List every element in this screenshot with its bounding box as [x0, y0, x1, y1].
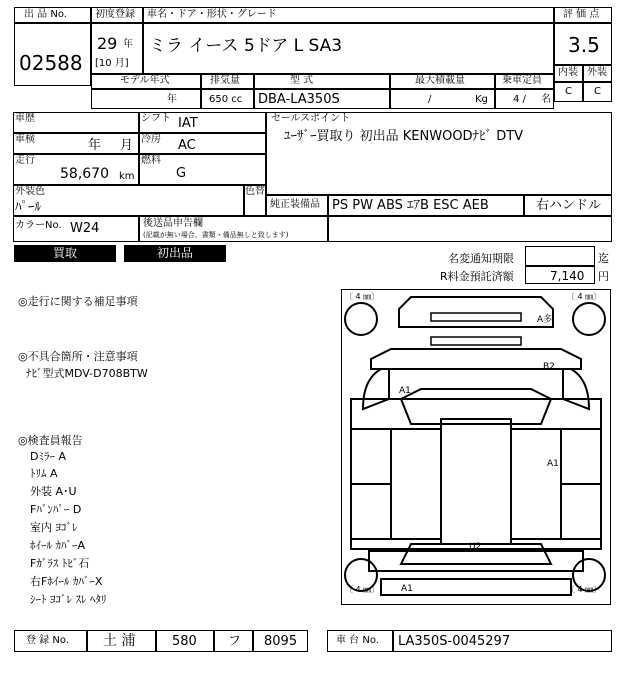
inspector-item: Fﾊﾞﾝﾊﾟｰ D	[30, 503, 82, 516]
tire-label-front-left: 〔 4 ㎜〕	[345, 292, 380, 301]
shift-label: シフト	[141, 113, 171, 124]
ac-value: AC	[178, 138, 196, 153]
recycle-unit: 円	[598, 270, 609, 283]
mark-right-front-fender: B2	[543, 362, 555, 372]
inspector-item: ﾎｲｰﾙ ｶﾊﾞｰA	[30, 539, 86, 552]
left-front-fender	[363, 369, 389, 409]
reg-label: 登 録 No.	[26, 635, 69, 646]
color-no-label: カラーNo.	[15, 220, 62, 231]
first-reg-year-unit: 年	[123, 39, 133, 50]
fuel-value: G	[176, 166, 187, 181]
ac-label: 冷房	[141, 134, 161, 145]
left-front-door	[351, 429, 391, 484]
recycle-value: 7,140	[550, 269, 585, 283]
capacity-value: 4 /	[513, 94, 526, 105]
color-change-label: 色替	[245, 186, 265, 197]
tag-buyback: 買取	[14, 245, 116, 262]
score-value: 3.5	[568, 33, 600, 57]
type-value: DBA-LA350S	[258, 92, 340, 107]
reg-class: 580	[172, 634, 197, 649]
front-bumper	[399, 297, 553, 327]
capacity-unit: 名	[541, 94, 551, 105]
inspection-month: 月	[120, 138, 134, 153]
right-front-door	[561, 429, 601, 484]
declaration-blank-cell	[328, 216, 612, 242]
max-load-unit: Kg	[475, 94, 488, 105]
inspector-title: ◎検査員報告	[18, 434, 83, 447]
first-reg-month: [10 月]	[95, 58, 129, 69]
car-name-label: 車名・ドア・形状・グレード	[147, 9, 277, 20]
sales-point-cell	[266, 112, 612, 195]
mark-left-front-fender: A1	[399, 386, 411, 396]
type-label: 型 式	[290, 75, 314, 86]
tag-first-listing: 初出品	[124, 245, 226, 262]
declaration-label: 後送品申告欄	[143, 218, 203, 229]
sales-point-label: セールスポイント	[271, 113, 351, 124]
inspector-item: ｼｰﾄ ﾖｺﾞﾚ ｽﾚ ﾍﾀﾘ	[30, 593, 107, 606]
mark-rear-window: U2	[469, 542, 482, 552]
first-reg-year: 29	[97, 34, 118, 53]
inspector-item: 外装 A･U	[30, 485, 77, 498]
chassis-value: LA350S-0045297	[398, 634, 511, 649]
right-rear-door	[561, 484, 601, 539]
tire-label-rear-right: 〔 4 ㎜〕	[567, 585, 602, 594]
steering-value: 右ハンドル	[536, 198, 602, 213]
recycle-label: R料金預託済額	[440, 270, 514, 283]
driving-notes-title: ◎走行に関する補足事項	[18, 295, 138, 308]
name-change-unit: 迄	[598, 252, 609, 265]
inspector-item: 右Fﾎｲｰﾙ ｶﾊﾞｰX	[30, 575, 103, 588]
body-main	[351, 399, 601, 549]
declaration-note: (記載が無い場合、書類・備品無しと致します)	[143, 231, 289, 239]
mark-right-door: A1	[547, 459, 559, 469]
defects-title: ◎不具合箇所・注意事項	[18, 350, 138, 363]
score-label: 評 価 点	[563, 9, 600, 20]
reg-number: 8095	[264, 634, 298, 649]
tire-label-front-right: 〔 4 ㎜〕	[567, 292, 602, 301]
displacement-value: 650 cc	[209, 94, 243, 105]
name-change-label: 名変通知期限	[448, 252, 514, 265]
model-year-value: 年	[167, 94, 177, 105]
damage-diagram	[341, 289, 611, 605]
exterior-color-value: ﾊﾟｰﾙ	[15, 200, 41, 215]
max-load-slash: /	[428, 94, 432, 105]
inspection-year: 年	[88, 138, 102, 153]
roof	[441, 419, 511, 544]
lot-label: 出 品 No.	[24, 9, 67, 20]
car-name: ミラ イース 5ドア L SA3	[149, 36, 343, 56]
exterior-grade: C	[594, 86, 601, 97]
mark-front-bumper: A多	[537, 315, 553, 325]
color-no-value: W24	[70, 221, 100, 236]
mark-rear-left: A1	[401, 584, 413, 594]
equipment-label: 純正装備品	[270, 199, 320, 210]
reg-kana: フ	[228, 634, 242, 649]
inspection-label: 車検	[15, 134, 35, 145]
right-front-fender	[563, 369, 589, 409]
exterior-label: 外装	[587, 67, 607, 78]
exterior-color-label: 外装色	[15, 186, 45, 197]
sales-point-text: ﾕｰｻﾞｰ買取り 初出品 KENWOODﾅﾋﾞ DTV	[284, 129, 524, 144]
tire-front-right	[573, 303, 605, 335]
history-label: 車歴	[15, 113, 35, 124]
capacity-label: 乗車定員	[502, 75, 542, 86]
defect-item: ﾅﾋﾞ型式MDV-D708BTW	[26, 367, 148, 380]
lot-number: 02588	[19, 51, 83, 75]
tire-label-rear-left: 〔 4 ㎜〕	[345, 585, 380, 594]
displacement-label: 排気量	[210, 75, 240, 86]
shift-value: IAT	[178, 116, 198, 131]
inspector-item: ﾄﾘﾑ A	[30, 467, 58, 480]
tire-front-left	[345, 303, 377, 335]
interior-grade: C	[565, 86, 572, 97]
left-rear-door	[351, 484, 391, 539]
mileage-value: 58,670	[60, 166, 109, 182]
max-load-label: 最大積載量	[415, 75, 465, 86]
chassis-label: 車 台 No.	[336, 635, 379, 646]
model-year-cell	[91, 89, 201, 109]
mileage-unit: km	[119, 171, 135, 182]
inspector-item: Fｶﾞﾗｽ ﾄﾋﾞ石	[30, 557, 90, 570]
reg-place: 土 浦	[103, 633, 136, 649]
type-label-cell	[254, 74, 390, 89]
inspector-item: 室内 ﾖｺﾞﾚ	[30, 521, 78, 534]
inspector-item: Dﾐﾗｰ A	[30, 450, 66, 463]
first-reg-label: 初度登録	[95, 9, 135, 20]
model-year-label: モデル年式	[120, 75, 170, 86]
name-change-cell	[525, 246, 595, 266]
interior-label: 内装	[558, 67, 578, 78]
exterior-color-cell	[13, 185, 244, 216]
fuel-label: 燃料	[141, 155, 161, 166]
equipment-value: PS PW ABS ｴｱB ESC AEB	[332, 198, 489, 213]
mileage-label: 走行	[15, 155, 35, 166]
rear-gate	[369, 551, 583, 571]
